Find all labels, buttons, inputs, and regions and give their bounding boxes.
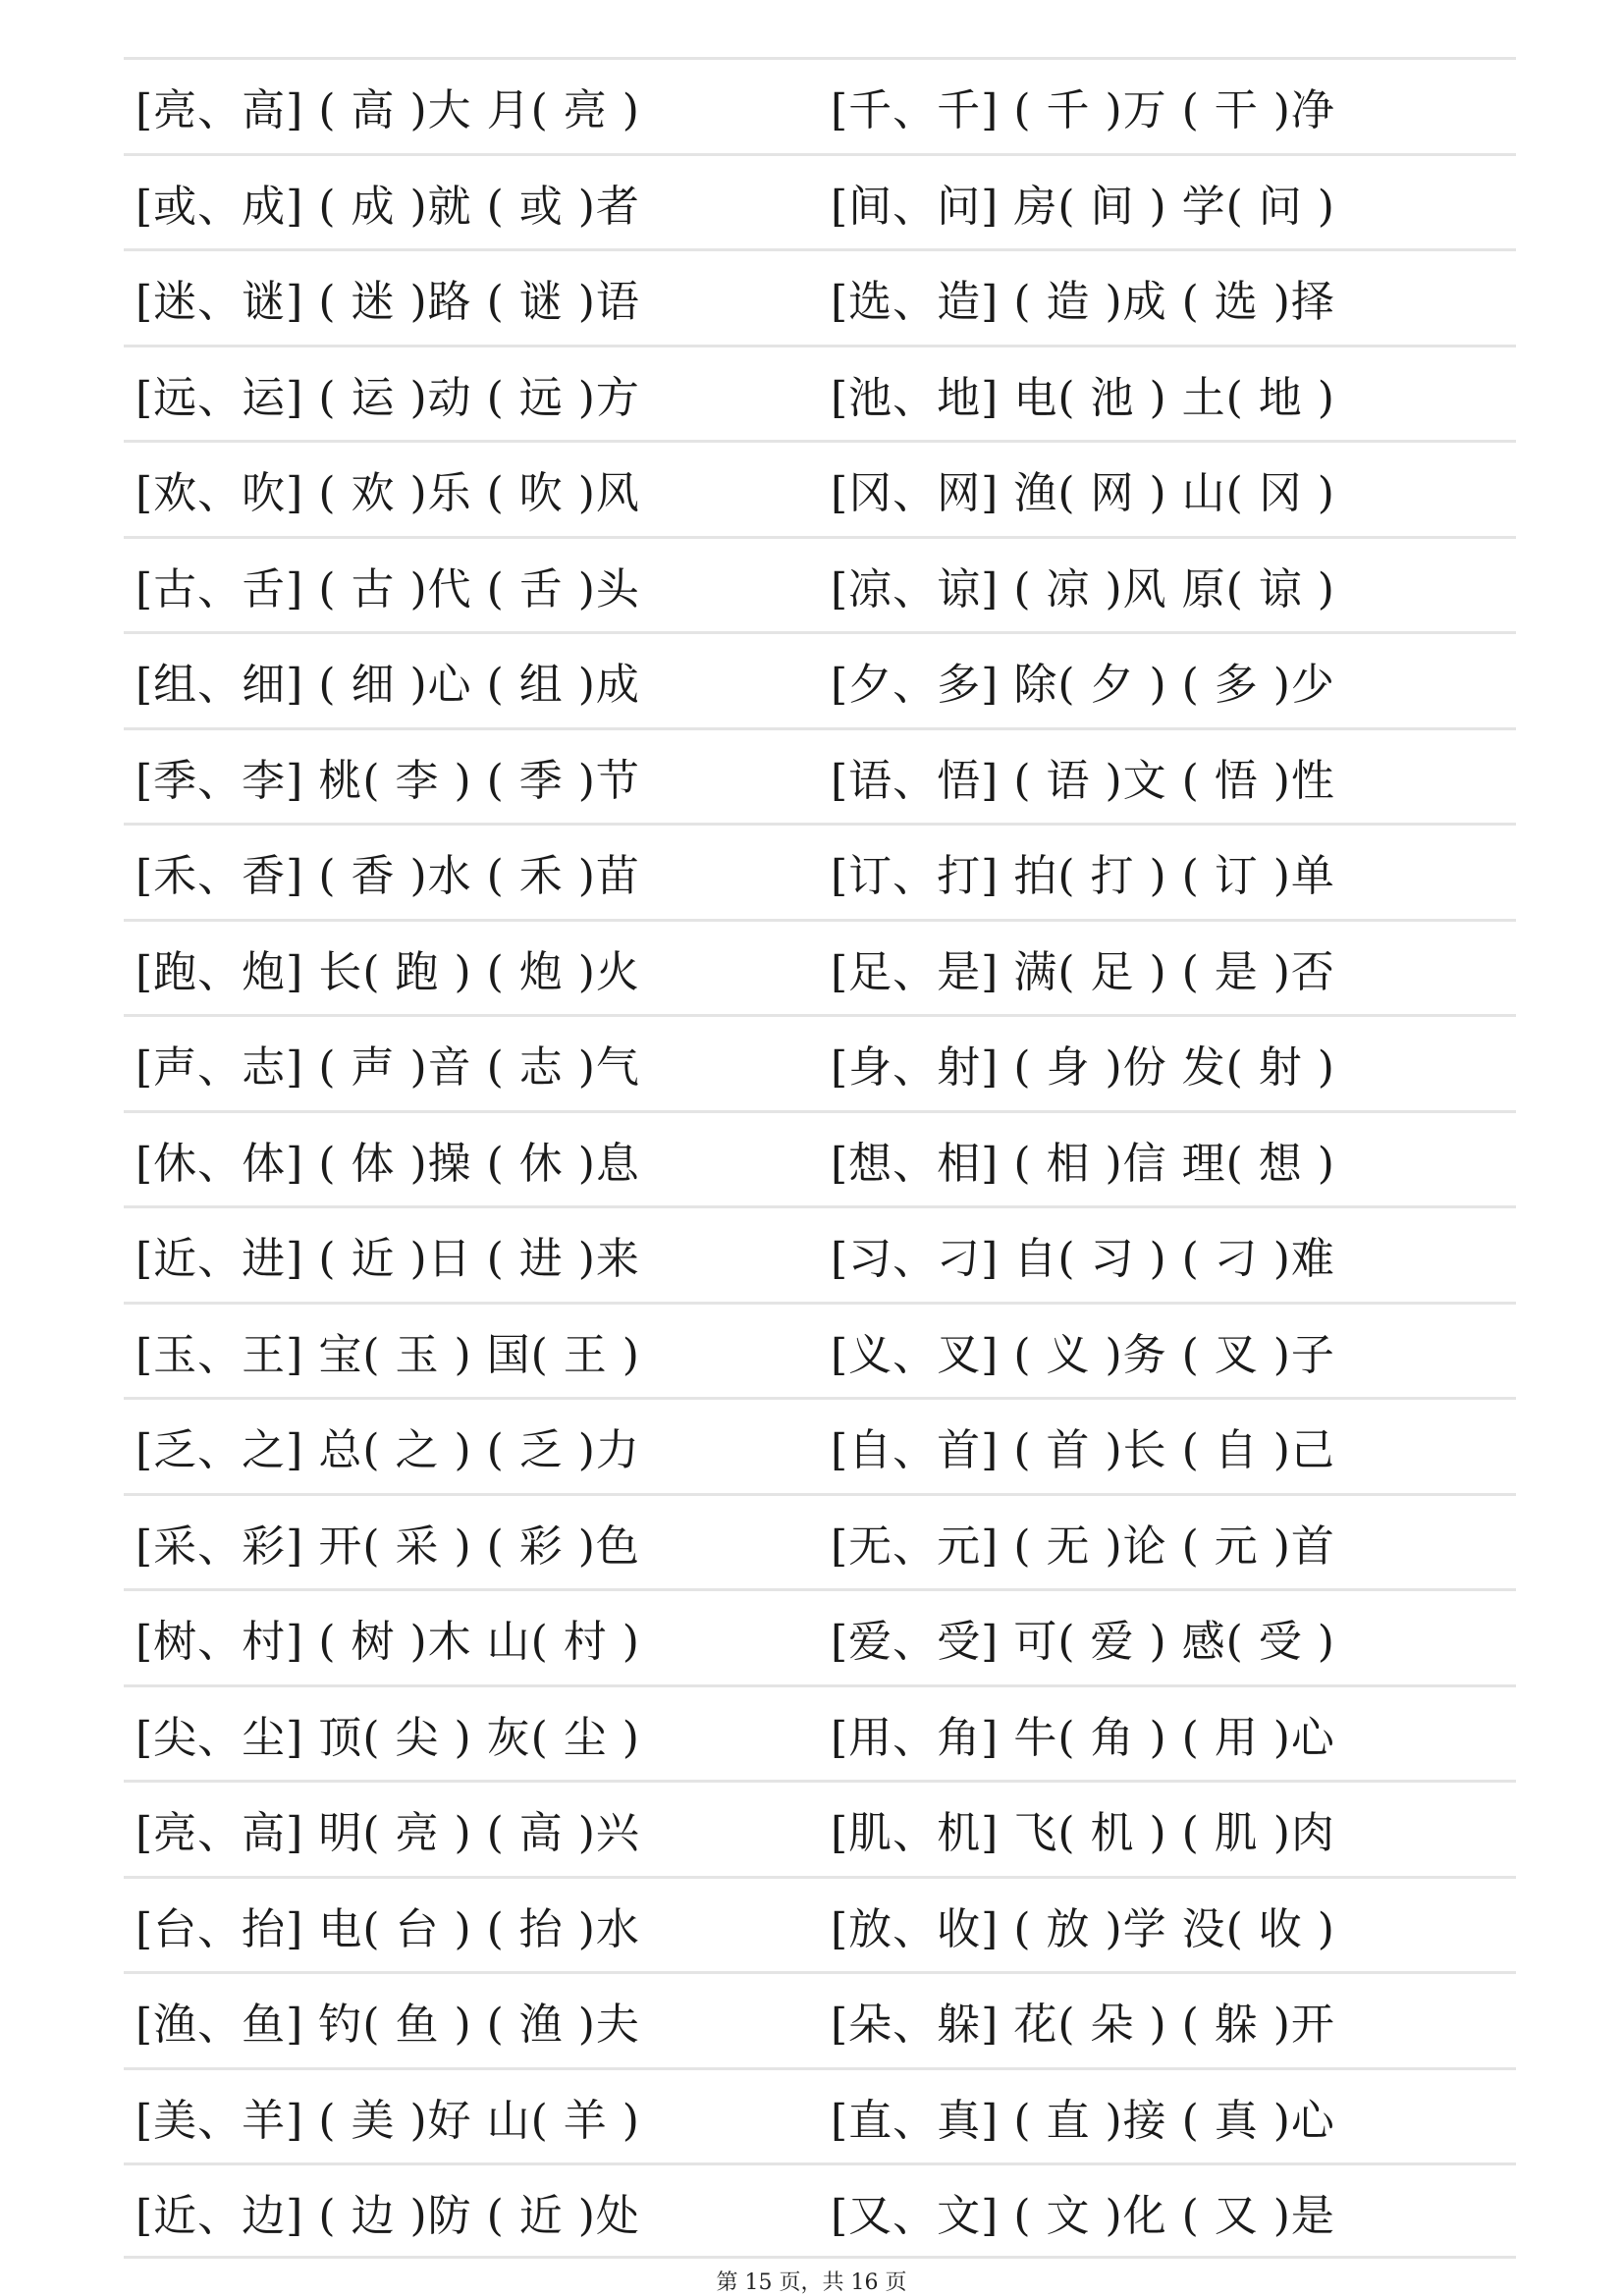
exercise-row [124,345,1516,441]
exercise-item-left: [或、成] ( 成 )就 ( 或 )者 [135,181,640,232]
exercise-item-left: [尖、尘] 顶( 尖 ) 灰( 尘 ) [135,1712,640,1763]
exercise-item-right: [夕、多] 除( 夕 ) ( 多 )少 [831,660,1335,710]
exercise-row [124,919,1516,1015]
exercise-item-left: [乏、之] 总( 之 ) ( 乏 )力 [135,1425,640,1475]
exercise-item-left: [渔、鱼] 钓( 鱼 ) ( 渔 )夫 [135,2000,640,2050]
exercise-item-left: [近、边] ( 边 )防 ( 近 )处 [135,2191,640,2241]
exercise-item-right: [爱、受] 可( 爱 ) 感( 受 ) [831,1617,1335,1667]
page-footer: 第 15 页，共 16 页 [716,2270,907,2295]
exercise-item-left: [远、运] ( 运 )动 ( 远 )方 [135,372,640,423]
exercise-item-left: [采、彩] 开( 采 ) ( 彩 )色 [135,1521,640,1572]
exercise-item-right: [又、文] ( 文 )化 ( 又 )是 [831,2191,1335,2241]
exercise-item-right: [习、刁] 自( 习 ) ( 刁 )难 [831,1234,1335,1284]
exercise-item-right: [用、角] 牛( 角 ) ( 用 )心 [831,1712,1335,1763]
exercise-row [124,631,1516,727]
exercise-row [124,1014,1516,1110]
exercise-item-right: [想、相] ( 相 )信 理( 想 ) [831,1138,1335,1189]
exercise-row [124,153,1516,249]
exercise-row [124,1493,1516,1589]
exercise-item-left: [组、细] ( 细 )心 ( 组 )成 [135,660,640,710]
exercise-item-right: [凉、谅] ( 凉 )风 原( 谅 ) [831,563,1335,614]
exercise-item-left: [声、志] ( 声 )音 ( 志 )气 [135,1042,640,1093]
exercise-row [124,1397,1516,1493]
exercise-item-left: [美、羊] ( 美 )好 山( 羊 ) [135,2095,640,2146]
exercise-item-right: [池、地] 电( 池 ) 土( 地 ) [831,372,1335,423]
exercise-row [124,1588,1516,1684]
exercise-item-right: [间、问] 房( 间 ) 学( 问 ) [831,181,1335,232]
exercise-row [124,1205,1516,1302]
exercise-row [124,1971,1516,2067]
exercise-row [124,2163,1516,2259]
exercise-item-left: [古、舌] ( 古 )代 ( 舌 )头 [135,563,640,614]
exercise-item-left: [近、进] ( 近 )日 ( 进 )来 [135,1234,640,1284]
exercise-item-left: [亮、高] ( 高 )大 月( 亮 ) [135,85,640,135]
exercise-item-right: [冈、网] 渔( 网 ) 山( 冈 ) [831,468,1335,518]
exercise-row [124,1876,1516,1972]
exercise-item-right: [义、叉] ( 义 )务 ( 叉 )子 [831,1329,1335,1380]
exercise-item-right: [千、千] ( 千 )万 ( 干 )净 [831,85,1335,135]
exercise-item-left: [季、李] 桃( 李 ) ( 季 )节 [135,755,640,806]
exercise-row [124,2067,1516,2163]
exercise-item-right: [足、是] 满( 足 ) ( 是 )否 [831,946,1335,997]
exercise-row [124,536,1516,632]
exercise-row [124,1302,1516,1398]
exercise-item-right: [选、造] ( 造 )成 ( 选 )择 [831,277,1335,327]
exercise-item-left: [休、体] ( 体 )操 ( 休 )息 [135,1138,640,1189]
exercise-item-right: [朵、躲] 花( 朵 ) ( 躲 )开 [831,2000,1335,2050]
exercise-item-right: [语、悟] ( 语 )文 ( 悟 )性 [831,755,1335,806]
exercise-item-left: [禾、香] ( 香 )水 ( 禾 )苗 [135,851,640,901]
exercise-row [124,1110,1516,1206]
exercise-item-left: [跑、炮] 长( 跑 ) ( 炮 )火 [135,946,640,997]
exercise-item-right: [肌、机] 飞( 机 ) ( 肌 )肉 [831,1808,1335,1858]
exercise-row [124,1684,1516,1781]
exercise-item-left: [欢、吹] ( 欢 )乐 ( 吹 )风 [135,468,640,518]
exercise-item-right: [放、收] ( 放 )学 没( 收 ) [831,1903,1335,1954]
exercise-item-right: [无、元] ( 无 )论 ( 元 )首 [831,1521,1335,1572]
exercise-row [124,248,1516,345]
exercise-list [124,57,1516,2259]
exercise-item-right: [直、真] ( 直 )接 ( 真 )心 [831,2095,1335,2146]
exercise-item-left: [树、村] ( 树 )木 山( 村 ) [135,1617,640,1667]
exercise-item-left: [亮、高] 明( 亮 ) ( 高 )兴 [135,1808,640,1858]
exercise-item-left: [玉、王] 宝( 玉 ) 国( 王 ) [135,1329,640,1380]
exercise-item-left: [迷、谜] ( 迷 )路 ( 谜 )语 [135,277,640,327]
exercise-row [124,727,1516,824]
exercise-row [124,57,1516,153]
exercise-row [124,440,1516,536]
exercise-item-left: [台、抬] 电( 台 ) ( 抬 )水 [135,1903,640,1954]
exercise-item-right: [自、首] ( 首 )长 ( 自 )己 [831,1425,1335,1475]
exercise-row [124,823,1516,919]
exercise-item-right: [订、打] 拍( 打 ) ( 订 )单 [831,851,1335,901]
exercise-row [124,1780,1516,1876]
exercise-item-right: [身、射] ( 身 )份 发( 射 ) [831,1042,1335,1093]
